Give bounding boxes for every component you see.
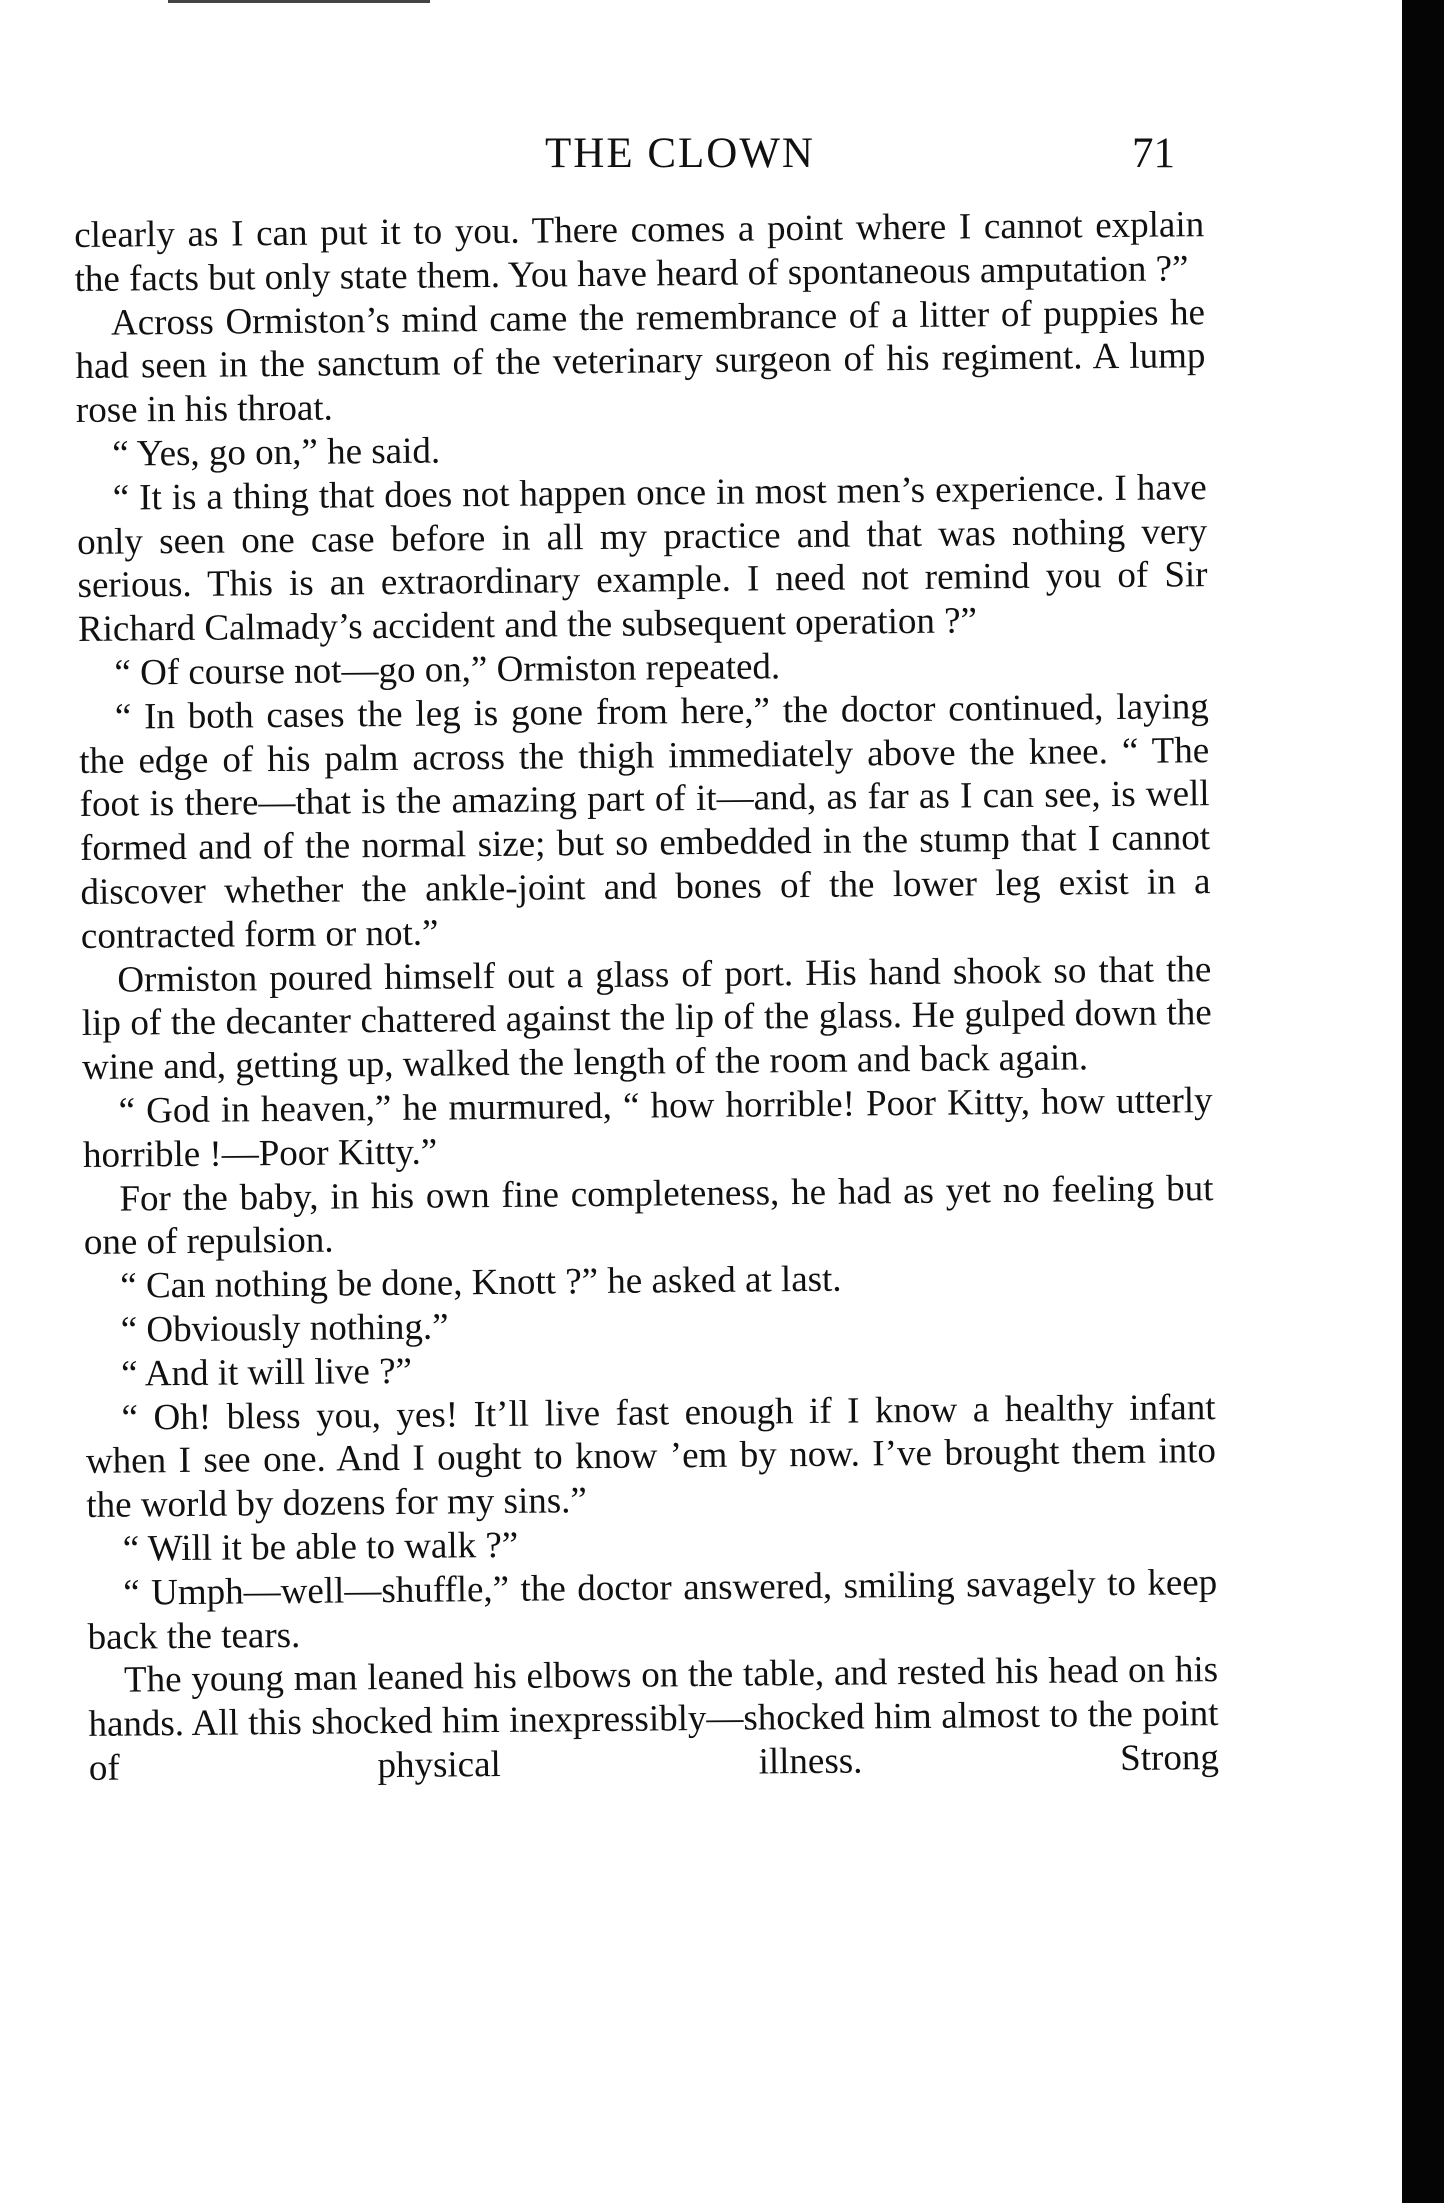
text-body <box>74 203 1219 1790</box>
paragraph: “ Umph—well—shuffle,” the doctor answered, smiling savagely to keep back the tears. <box>87 1561 1218 1658</box>
binding-shadow <box>1402 0 1444 2203</box>
paragraph: “ It is a thing that does not happen once in most men’s experience. I have only seen one case before in all my practice and that was nothing very serious. This is an extraordinary example. I need not remind you of Sir Richard Calmady’s accident and the subsequent operation ?” <box>76 466 1208 651</box>
paragraph: Across Ormiston’s mind came the remembrance of a litter of puppies he had seen in the sanctum of the veterinary surgeon of his regiment. A lump rose in his throat. <box>75 291 1206 432</box>
running-title: THE CLOWN <box>545 130 815 177</box>
running-head <box>0 124 1444 184</box>
paragraph: “ God in heaven,” he murmured, “ how horrible! Poor Kitty, how utterly horrible !—Poor Kitty.” <box>82 1080 1213 1176</box>
paragraph: For the baby, in his own fine completeness, he had as yet no feeling but one of repulsion. <box>83 1167 1214 1264</box>
paragraph: “ Will it be able to walk ?” <box>122 1524 519 1570</box>
paragraph: clearly as I can put it to you. There comes a point where I cannot explain the facts but only state them. You have heard of spontaneous amputation ?” <box>74 204 1205 300</box>
paragraph: “ In both cases the leg is gone from here,” the doctor continued, laying the edge of his palm across the thigh immediately above the knee. “ The foot is there—that is the amazing part of it—and, as far as I can see, is well formed and of the normal size; but so embedded in the stump that I cannot discover whether the ankle-joint and bones of the lower leg exist in a contracted form or not.” <box>79 685 1211 957</box>
paragraph: “ Of course not—go on,” Ormiston repeated. <box>114 646 781 694</box>
paragraph: “ Yes, go on,” he said. <box>112 430 441 475</box>
paragraph: “ And it will live ?” <box>120 1350 413 1395</box>
paragraph: “ Oh! bless you, yes! It’ll live fast enough if I know a healthy infant when I see one. And I ought to know ’em by now. I’ve brought them into the world by dozens for my sins.” <box>85 1386 1217 1527</box>
paragraph: The young man leaned his elbows on the table, and rested his head on his hands. All this shocked him inexpressibly—shocked him almost to the point of physical illness. Strong <box>88 1649 1220 1789</box>
paragraph: “ Can nothing be done, Knott ?” he asked at last. <box>120 1258 842 1307</box>
page-number: 71 <box>1132 130 1175 177</box>
paragraph: “ Obviously nothing.” <box>120 1306 449 1351</box>
top-edge-rule <box>168 0 430 3</box>
paragraph: Ormiston poured himself out a glass of port. His hand shook so that the lip of the decanter chattered against the lip of the glass. He gulped down the wine and, getting up, walked the length of the room and back again. <box>81 948 1212 1089</box>
